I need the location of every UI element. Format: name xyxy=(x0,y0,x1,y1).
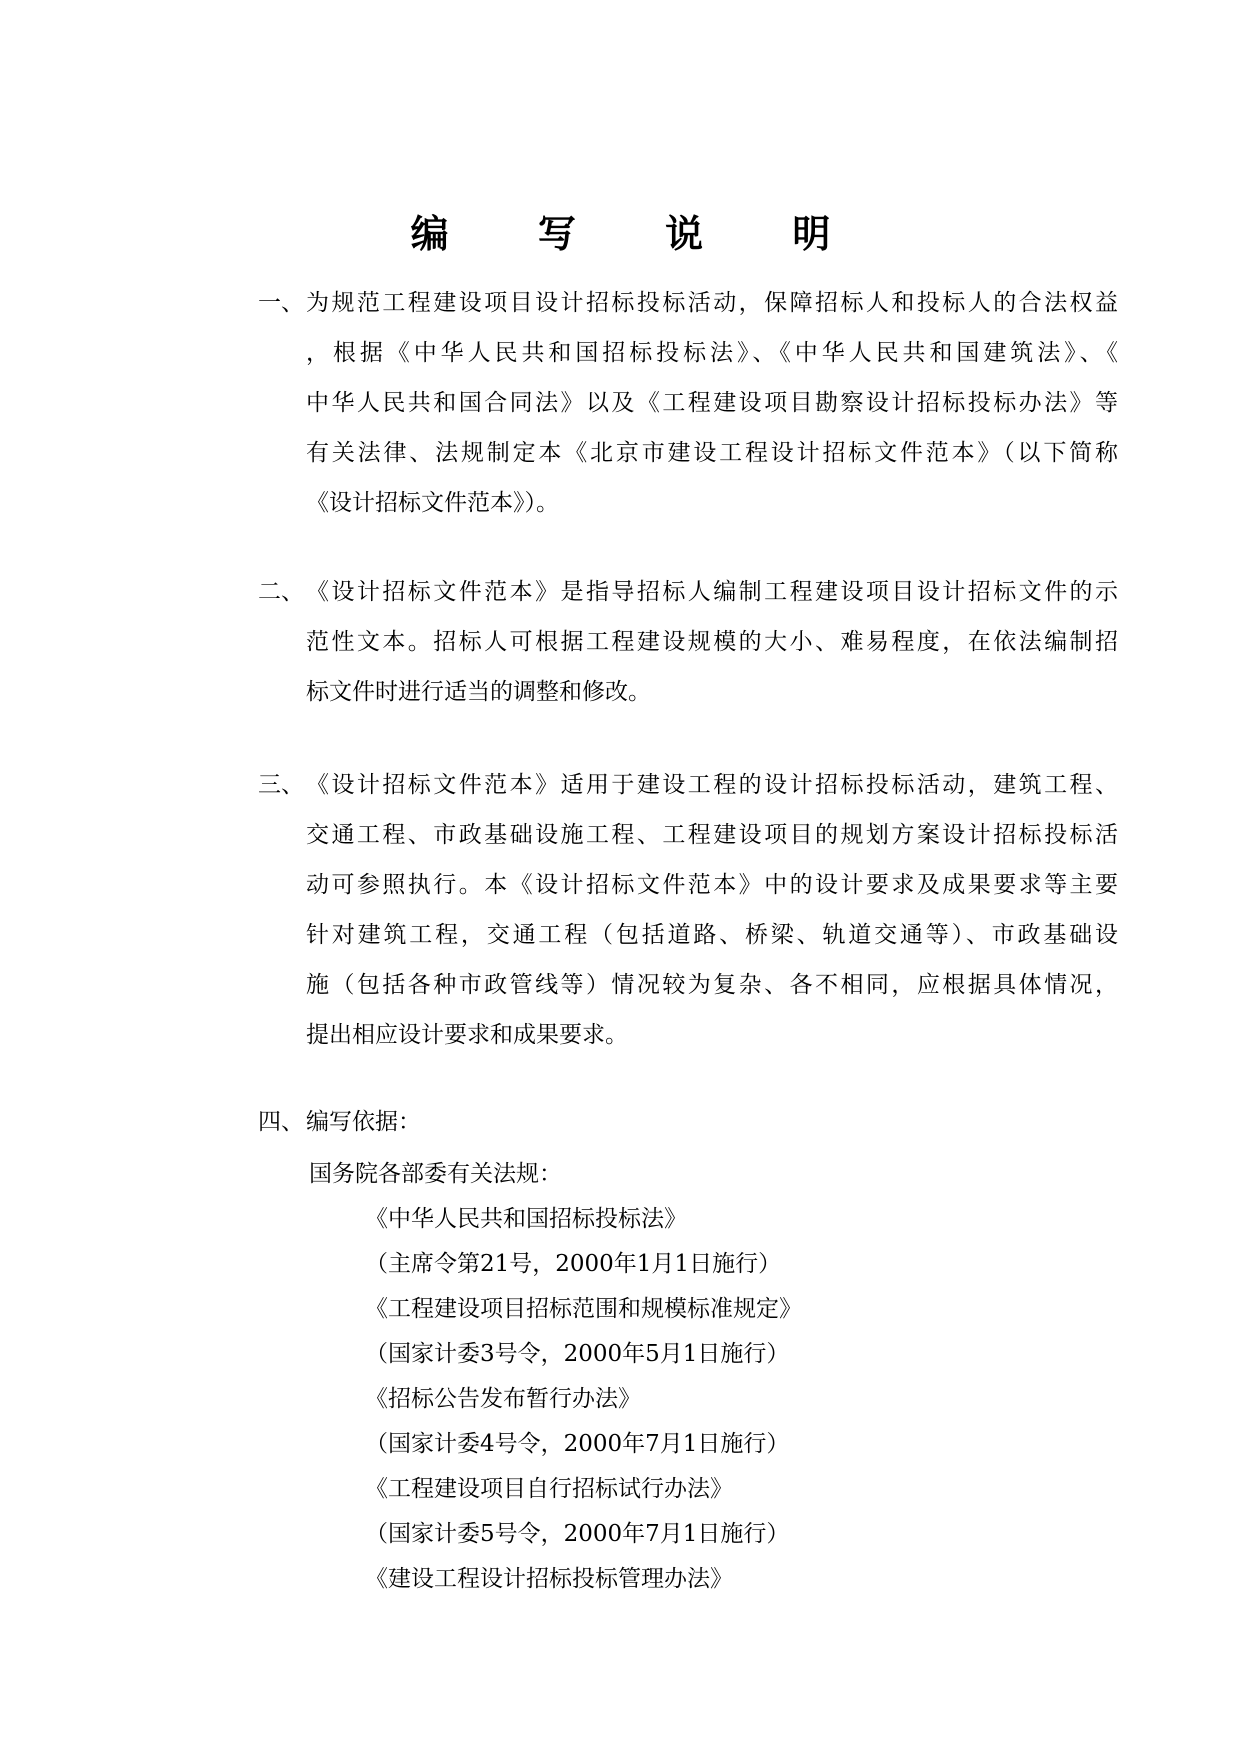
section-2-line-2: 范性文本。招标人可根据工程建设规模的大小、难易程度，在依法编制招 xyxy=(306,629,1118,655)
section-4-marker: 四、 xyxy=(258,1109,304,1135)
section-2-marker: 二、 xyxy=(258,579,304,605)
section-3-line-5: 施（包括各种市政管线等）情况较为复杂、各不相同，应根据具体情况， xyxy=(306,972,1118,998)
basis-item: （国家计委5号令，2000年7月1日施行） xyxy=(365,1521,790,1547)
section-1-body xyxy=(306,278,1118,528)
section-1-line-2: ，根据《中华人民共和国招标投标法》、《中华人民共和国建筑法》、《 xyxy=(306,340,1118,366)
basis-item: （主席令第21号，2000年1月1日施行） xyxy=(365,1251,782,1277)
basis-items xyxy=(365,1197,802,1602)
section-2-line-1: 《设计招标文件范本》是指导招标人编制工程建设项目设计招标文件的示 xyxy=(306,579,1118,605)
section-1-line-1: 为规范工程建设项目设计招标投标活动，保障招标人和投标人的合法权益 xyxy=(306,290,1118,316)
page-title: 编 写 说 明 xyxy=(410,212,869,256)
basis-item: 《工程建设项目自行招标试行办法》 xyxy=(365,1476,733,1502)
section-3-line-3: 动可参照执行。本《设计招标文件范本》中的设计要求及成果要求等主要 xyxy=(306,872,1118,898)
section-3-line-2: 交通工程、市政基础设施工程、工程建设项目的规划方案设计招标投标活 xyxy=(306,822,1118,848)
section-3-body xyxy=(306,760,1118,1060)
section-2-body xyxy=(306,567,1118,717)
basis-list xyxy=(309,1152,802,1602)
basis-item: 《招标公告发布暂行办法》 xyxy=(365,1386,641,1412)
basis-item: 《建设工程设计招标投标管理办法》 xyxy=(365,1566,733,1592)
section-1-line-4: 有关法律、法规制定本《北京市建设工程设计招标文件范本》（以下简称 xyxy=(306,440,1118,466)
section-1-line-5: 《设计招标文件范本》）。 xyxy=(306,490,559,516)
section-1-marker: 一、 xyxy=(258,290,304,316)
basis-item: 《中华人民共和国招标投标法》 xyxy=(365,1206,687,1232)
section-3-line-1: 《设计招标文件范本》适用于建设工程的设计招标投标活动，建筑工程、 xyxy=(306,772,1118,798)
section-4-line-1: 编写依据： xyxy=(306,1109,421,1135)
basis-item: （国家计委3号令，2000年5月1日施行） xyxy=(365,1341,790,1367)
section-2-line-3: 标文件时进行适当的调整和修改。 xyxy=(306,679,651,705)
section-4-body xyxy=(306,1097,1118,1147)
section-1-line-3: 中华人民共和国合同法》以及《工程建设项目勘察设计招标投标办法》等 xyxy=(306,390,1118,416)
basis-group-title: 国务院各部委有关法规： xyxy=(309,1161,562,1187)
section-3-marker: 三、 xyxy=(258,772,304,798)
section-3-line-6: 提出相应设计要求和成果要求。 xyxy=(306,1022,628,1048)
section-3-line-4: 针对建筑工程，交通工程（包括道路、桥梁、轨道交通等）、市政基础设 xyxy=(306,922,1118,948)
basis-item: 《工程建设项目招标范围和规模标准规定》 xyxy=(365,1296,802,1322)
basis-item: （国家计委4号令，2000年7月1日施行） xyxy=(365,1431,790,1457)
